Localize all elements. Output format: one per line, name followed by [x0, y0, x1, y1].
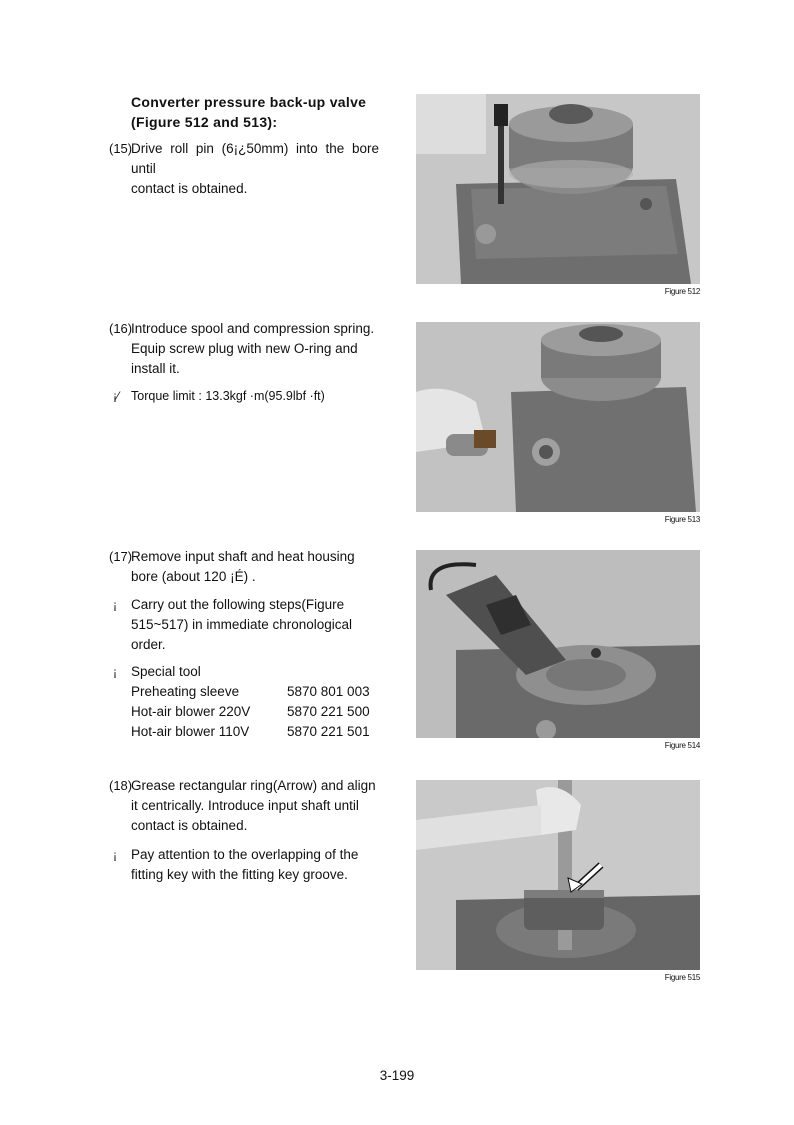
figure-513-caption: Figure 513: [664, 515, 700, 524]
note-line: fitting key with the fitting key groove.: [131, 867, 348, 882]
special-tool-row: [131, 722, 370, 742]
step-16-text: [131, 319, 379, 379]
note-line: Carry out the following steps(Figure: [131, 597, 345, 612]
note-line: order.: [131, 637, 166, 652]
section-heading-line1: Converter pressure back-up valve: [131, 94, 367, 110]
step-16-line: Equip screw plug with new O-ring and: [131, 341, 358, 356]
step-18-text: [131, 776, 379, 836]
figure-512-caption: Figure 512: [664, 287, 700, 296]
tool-name: Hot-air blower 110V: [131, 724, 250, 739]
tool-number: 5870 221 501: [287, 724, 370, 739]
step-18-line: contact is obtained.: [131, 818, 248, 833]
note-line: Pay attention to the overlapping of the: [131, 847, 359, 862]
section-heading-line2: (Figure 512 and 513):: [131, 114, 278, 130]
housing-photo-spool-icon: [416, 322, 700, 512]
torque-limit-note: Torque limit : 13.3kgf ·m(95.9lbf ·ft): [131, 389, 325, 403]
note-symbol: ¡: [113, 598, 117, 612]
figure-512-photo: [416, 94, 700, 284]
note-symbol: ¡: [113, 665, 117, 679]
step-17-line: bore (about 120 ¡É) .: [131, 569, 256, 584]
figure-515-caption: Figure 515: [664, 973, 700, 982]
page-number: 3-199: [379, 1068, 415, 1083]
overlap-note: [131, 845, 379, 885]
tool-name: Preheating sleeve: [131, 684, 240, 699]
step-number-18: (18): [109, 778, 133, 793]
step-17-text: [131, 547, 379, 587]
housing-photo-shaft-icon: [416, 780, 700, 970]
step-16-line: Introduce spool and compression spring.: [131, 321, 375, 336]
tool-number: 5870 221 500: [287, 704, 370, 719]
step-18-line: Grease rectangular ring(Arrow) and align: [131, 778, 376, 793]
special-tool-row: [131, 682, 370, 702]
step-15-text: [131, 139, 379, 199]
step-18-line: it centrically. Introduce input shaft until: [131, 798, 359, 813]
figure-514-caption: Figure 514: [664, 741, 700, 750]
special-tool-title: Special tool: [131, 664, 201, 679]
figure-515-photo: [416, 780, 700, 970]
step-number-17: (17): [109, 549, 133, 564]
tool-name: Hot-air blower 220V: [131, 704, 251, 719]
figure-513-photo: [416, 322, 700, 512]
chronological-order-note: [131, 595, 379, 655]
step-number-15: (15): [109, 141, 133, 156]
section-heading: [131, 92, 366, 132]
step-15-line: Drive roll pin (6¡¿50mm) into the bore until: [131, 141, 379, 176]
note-symbol: ¡: [113, 848, 117, 862]
housing-photo-blower-icon: [416, 550, 700, 738]
special-tool-row: [131, 702, 370, 722]
step-15-line: contact is obtained.: [131, 181, 248, 196]
tool-number: 5870 801 003: [287, 684, 370, 699]
step-16-line: install it.: [131, 361, 180, 376]
note-line: 515~517) in immediate chronological: [131, 617, 353, 632]
note-symbol: ¡⁄: [113, 389, 119, 403]
figure-514-photo: [416, 550, 700, 738]
step-17-line: Remove input shaft and heat housing: [131, 549, 355, 564]
housing-photo-pin-icon: [416, 94, 700, 284]
step-number-16: (16): [109, 321, 133, 336]
